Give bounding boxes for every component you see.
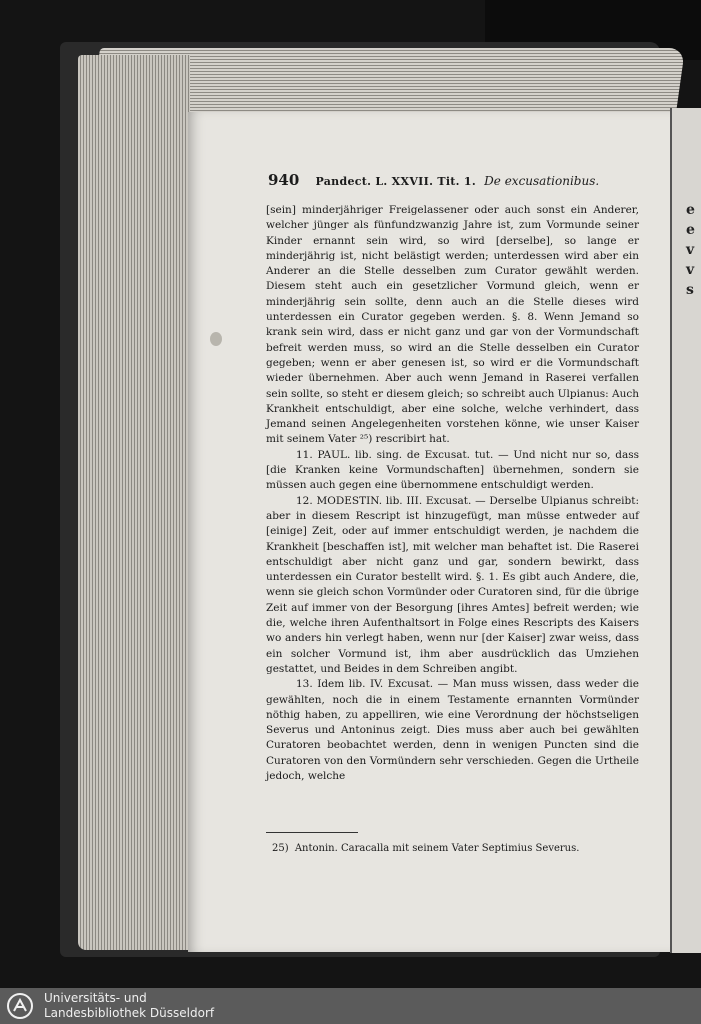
library-name-line1: Universitäts- und [44,991,147,1005]
header-subtitle: De excusationibus. [484,174,600,188]
next-page-char: e [686,222,695,238]
next-page-char: v [686,242,695,258]
header-title: Pandect. L. XXVII. Tit. 1. [315,175,477,188]
paragraph: 12. MODESTIN. lib. III. Excusat. — Derselbe Ulpianus schreibt: aber in diesem Rescript ist hinzugefügt, man müsse entweder auf [einige] Zeit, oder auf immer entschuldigt werden, je nachdem die Krankheit [beschaffen ist], mit welcher man behaftet ist. Die Raserei entschuldigt aber nicht ganz und gar, sondern bewirkt, dass unterdessen ein Curator bestellt wird. §. 1. Es gibt auch Andere, die, wenn sie gleich schon Vormünder oder Curatoren sind, für die übrige Zeit auf immer von der Besorgung [ihres Amtes] befreit werden; wie die, welche ihren Aufenthaltsort in Folge eines Rescripts des Kaisers wo anders hin verlegt haben, wenn nur [der Kaiser] zwar weiss, dass ein solcher Vormund ist, ihm aber ausdrücklich das Umziehen gestattet, und Beides in dem Schreiben angibt. [266,494,639,675]
paragraph: 11. PAUL. lib. sing. de Excusat. tut. — Und nicht nur so, dass [die Kranken keine Vormundschaften] übernehmen, sondern sie müssen auch gegen eine übernommene entschuldigt werden. [266,448,639,492]
page-stain [210,332,222,346]
page-edges-left [78,55,190,950]
footnote-divider [266,832,358,833]
running-header [268,171,648,189]
next-page-fragment [686,200,701,300]
paragraph: 13. Idem lib. IV. Excusat. — Man muss wissen, dass weder die gewählten, noch die in einem Testamente ernannten Vormünder nöthig haben, zu appelliren, wie eine Verordnung der höchstseligen Severus und Antoninus zeigt. Dies muss aber auch bei gewählten Curatoren beobachtet werden, denn in wenigen Puncten sind die Curatoren von den Vormündern sehr verschieden. Gegen die Urtheile jedoch, welche [266,678,639,782]
footnote [272,842,638,855]
next-page-char: e [686,202,695,218]
next-page-char: v [686,262,695,278]
page-number: 940 [268,171,300,189]
body-text [266,203,639,784]
paragraph: [sein] minderjähriger Freigelassener oder auch sonst ein Anderer, welcher jünger als fünfundzwanzig Jahre ist, zum Vormunde seiner Kinder ernannt sein wird, so wird [derselbe], so lange er minderjährig ist, nicht belästigt werden; unterdessen wird aber ein Anderer an die Stelle desselben zum Curator gewählt werden. Diesem steht auch ein gesetzlicher Vormund gleich, wenn er minderjährig sein sollte, denn auch an die Stelle dieses wird unterdessen ein Curator gegeben werden. §. 8. Wenn Jemand so krank sein wird, dass er nicht ganz und gar von der Vormundschaft befreit werden muss, so wird an die Stelle desselben ein Curator gegeben; wenn er aber genesen ist, so wird er die Vormundschaft wieder übernehmen. Aber auch wenn Jemand in Raserei verfallen sein sollte, so steht er diesem gleich; so schreibt auch Ulpianus: Auch Krankheit entschuldigt, aber eine solche, welche verhindert, dass Jemand seinen Angelegenheiten vorstehen könne, wie unser Kaiser mit seinem Vater ²⁵) rescribirt hat. [266,204,639,446]
library-logo-icon [6,992,34,1020]
footnote-marker: 25) [272,843,289,854]
footnote-text: Antonin. Caracalla mit seinem Vater Septimius Severus. [294,843,580,854]
library-name[interactable] [44,991,344,1021]
library-name-line2: Landesbibliothek Düsseldorf [44,1006,215,1020]
next-page-char: s [686,282,694,298]
